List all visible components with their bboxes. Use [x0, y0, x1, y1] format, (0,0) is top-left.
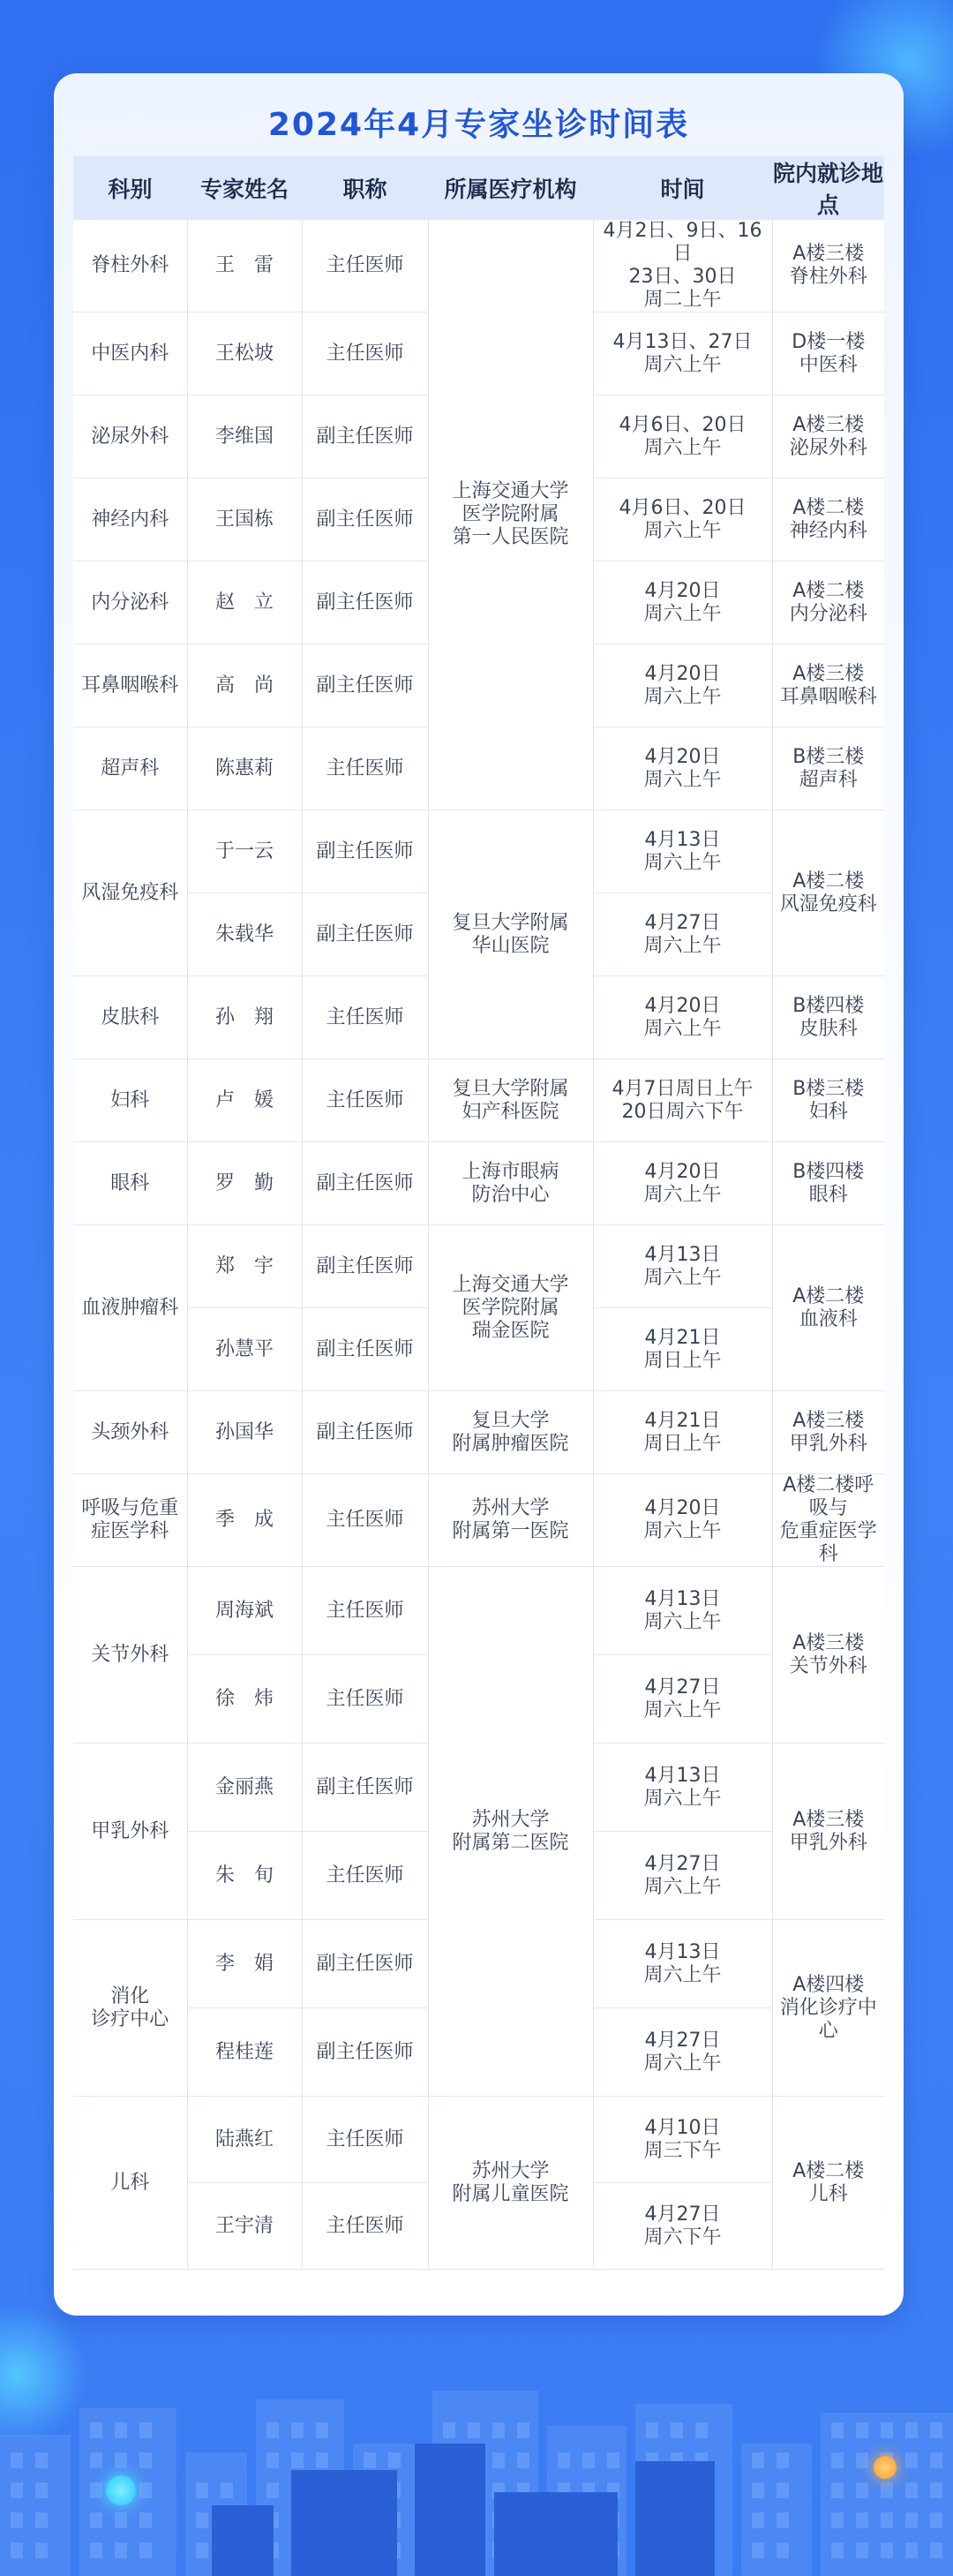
building-window [115, 2422, 127, 2438]
foreground-building [494, 2492, 618, 2576]
building-window [196, 2482, 208, 2498]
building-window [831, 2422, 844, 2438]
building-window [607, 2452, 619, 2468]
table-cell: 主任医师 [302, 313, 428, 395]
building-window [196, 2542, 208, 2558]
table-cell: 主任医师 [302, 727, 428, 810]
table-cell: 中医内科 [73, 313, 187, 395]
building-window [646, 2422, 658, 2438]
building-window [316, 2452, 328, 2468]
table-cell: 卢 媛 [187, 1059, 302, 1142]
table-cell: 复旦大学 附属肿瘤医院 [428, 1391, 593, 1474]
table-cell: D楼一楼 中医科 [772, 313, 884, 395]
table-cell: A楼三楼 泌尿外科 [772, 395, 884, 478]
header-title: 职称 [302, 156, 428, 220]
page-title: 2024年4月专家坐诊时间表 [267, 107, 690, 143]
table-cell: 4月27日 周六上午 [593, 1655, 772, 1744]
building-window [930, 2482, 942, 2498]
table-cell: 4月21日 周日上午 [593, 1391, 772, 1474]
building-window [35, 2482, 48, 2498]
table-cell: 孙慧平 [187, 1308, 302, 1391]
table-cell: 主任医师 [302, 1832, 428, 1920]
table-cell: 风湿免疫科 [73, 810, 187, 976]
building-window [752, 2482, 764, 2498]
building-window [139, 2482, 152, 2498]
table-cell: 罗 勤 [187, 1142, 302, 1225]
table-cell: A楼二楼呼吸与 危重症医学科 [772, 1474, 884, 1567]
table-cell: A楼三楼 耳鼻咽喉科 [772, 644, 884, 727]
building-window [196, 2512, 208, 2528]
building-window [905, 2482, 918, 2498]
table-cell: 副主任医师 [302, 1142, 428, 1225]
building-window [930, 2512, 942, 2528]
table-row [73, 2097, 884, 2183]
table-cell: 赵 立 [187, 561, 302, 644]
table-cell: 主任医师 [302, 2183, 428, 2270]
building-window [221, 2482, 233, 2498]
table-cell: 副主任医师 [302, 1391, 428, 1474]
building-window [881, 2512, 893, 2528]
building-window [856, 2422, 868, 2438]
table-cell: 郑 宇 [187, 1225, 302, 1308]
table-cell: 皮肤科 [73, 976, 187, 1059]
table-cell: B楼四楼 眼科 [772, 1142, 884, 1225]
table-cell: 李维国 [187, 395, 302, 478]
table-cell: 4月27日 周六上午 [593, 893, 772, 976]
table-cell: A楼三楼 脊柱外科 [772, 220, 884, 313]
building-window [139, 2542, 152, 2558]
table-cell: 4月20日 周六上午 [593, 976, 772, 1059]
building-window [35, 2452, 48, 2468]
foreground-tower [415, 2444, 485, 2576]
table-row [73, 1059, 884, 1142]
building-window [905, 2452, 918, 2468]
table-row [73, 220, 884, 313]
table-cell: 4月20日 周六上午 [593, 727, 772, 810]
building-window [90, 2512, 102, 2528]
table-row [73, 810, 884, 893]
building-window [582, 2452, 595, 2468]
table-cell: 陈惠莉 [187, 727, 302, 810]
building-window [856, 2542, 868, 2558]
table-cell: 周海斌 [187, 1567, 302, 1655]
building-window [831, 2482, 844, 2498]
building-window [266, 2452, 279, 2468]
building-window [905, 2512, 918, 2528]
table-cell: 副主任医师 [302, 395, 428, 478]
building-window [517, 2422, 529, 2438]
table-cell: 苏州大学 附属第二医院 [428, 1567, 593, 2097]
header-location: 院内就诊地点 [772, 156, 884, 220]
table-cell: A楼三楼 关节外科 [772, 1567, 884, 1744]
foreground-building [212, 2505, 274, 2576]
building-window [856, 2452, 868, 2468]
table-cell: 陆燕红 [187, 2097, 302, 2183]
table-cell: 主任医师 [302, 2097, 428, 2183]
table-cell: 副主任医师 [302, 478, 428, 561]
building-window [388, 2452, 401, 2468]
building-window [115, 2542, 127, 2558]
table-cell: 朱 旬 [187, 1832, 302, 1920]
building-window [443, 2422, 455, 2438]
table-cell: A楼二楼 神经内科 [772, 478, 884, 561]
building-window [11, 2542, 23, 2558]
table-cell: 4月13日 周六上午 [593, 1920, 772, 2008]
table-cell: 副主任医师 [302, 1744, 428, 1832]
table-row [73, 1142, 884, 1225]
foreground-building [635, 2461, 715, 2576]
table-cell: 消化 诊疗中心 [73, 1920, 187, 2097]
building-window [930, 2422, 942, 2438]
city-skyline-illustration [0, 2375, 953, 2576]
table-cell: 4月13日、27日 周六上午 [593, 313, 772, 395]
table-cell: 神经内科 [73, 478, 187, 561]
table-cell: 4月13日 周六上午 [593, 1744, 772, 1832]
table-cell: 孙 翔 [187, 976, 302, 1059]
table-cell: A楼三楼 甲乳外科 [772, 1744, 884, 1920]
table-cell: 程桂莲 [187, 2008, 302, 2097]
table-cell: 主任医师 [302, 976, 428, 1059]
table-cell: 季 成 [187, 1474, 302, 1567]
table-cell: 高 尚 [187, 644, 302, 727]
table-row [73, 1225, 884, 1308]
table-cell: 头颈外科 [73, 1391, 187, 1474]
table-cell: 4月6日、20日 周六上午 [593, 478, 772, 561]
table-cell: 妇科 [73, 1059, 187, 1142]
table-cell: 上海交通大学 医学院附属 瑞金医院 [428, 1225, 593, 1391]
table-cell: 血液肿瘤科 [73, 1225, 187, 1391]
table-cell: 副主任医师 [302, 1920, 428, 2008]
table-cell: B楼三楼 妇科 [772, 1059, 884, 1142]
table-cell: 儿科 [73, 2097, 187, 2270]
building-window [291, 2452, 304, 2468]
building-window [881, 2482, 893, 2498]
table-cell: 副主任医师 [302, 2008, 428, 2097]
table-cell: 上海交通大学 医学院附属 第一人民医院 [428, 220, 593, 810]
table-row [73, 1567, 884, 1655]
building-window [752, 2512, 764, 2528]
table-cell: 复旦大学附属 华山医院 [428, 810, 593, 1059]
table-cell: 4月20日 周六上午 [593, 561, 772, 644]
table-cell: 4月13日 周六上午 [593, 810, 772, 893]
table-cell: 4月13日 周六上午 [593, 1225, 772, 1308]
building-window [517, 2452, 529, 2468]
table-cell: 副主任医师 [302, 1225, 428, 1308]
building-window [90, 2482, 102, 2498]
table-cell: 孙国华 [187, 1391, 302, 1474]
table-cell: 副主任医师 [302, 893, 428, 976]
schedule-table [73, 156, 884, 2270]
table-cell: 主任医师 [302, 1474, 428, 1567]
building-window [11, 2452, 23, 2468]
table-cell: A楼三楼 甲乳外科 [772, 1391, 884, 1474]
building-window [930, 2542, 942, 2558]
table-cell: 4月27日 周六下午 [593, 2183, 772, 2270]
table-cell: 4月27日 周六上午 [593, 2008, 772, 2097]
table-cell: 4月7日周日上午 20日周六下午 [593, 1059, 772, 1142]
building-window [90, 2542, 102, 2558]
building-window [468, 2422, 480, 2438]
table-cell: B楼四楼 皮肤科 [772, 976, 884, 1059]
table-cell: 王国栋 [187, 478, 302, 561]
table-cell: 金丽燕 [187, 1744, 302, 1832]
header-institution: 所属医疗机构 [428, 156, 593, 220]
building-window [139, 2422, 152, 2438]
building-window [558, 2452, 570, 2468]
table-cell: A楼二楼 儿科 [772, 2097, 884, 2270]
building-window [777, 2452, 789, 2468]
table-cell: 副主任医师 [302, 810, 428, 893]
table-cell: 眼科 [73, 1142, 187, 1225]
table-cell: B楼三楼 超声科 [772, 727, 884, 810]
building-window [11, 2482, 23, 2498]
table-cell: 关节外科 [73, 1567, 187, 1744]
table-cell: 副主任医师 [302, 644, 428, 727]
building-window [35, 2512, 48, 2528]
building-window [777, 2512, 789, 2528]
building-window [90, 2452, 102, 2468]
table-body [73, 220, 884, 2270]
building-window [881, 2422, 893, 2438]
table-cell: 4月6日、20日 周六上午 [593, 395, 772, 478]
building-window [831, 2512, 844, 2528]
table-cell: 4月2日、9日、16日 23日、30日 周二上午 [593, 220, 772, 313]
building-window [492, 2422, 505, 2438]
building-window [364, 2452, 376, 2468]
table-cell: 苏州大学 附属儿童医院 [428, 2097, 593, 2270]
header-time: 时间 [593, 156, 772, 220]
table-cell: A楼二楼 内分泌科 [772, 561, 884, 644]
header-expert-name: 专家姓名 [187, 156, 302, 220]
table-cell: 脊柱外科 [73, 220, 187, 313]
table-cell: 主任医师 [302, 1655, 428, 1744]
table-cell: 副主任医师 [302, 1308, 428, 1391]
table-cell: 朱载华 [187, 893, 302, 976]
table-cell: 呼吸与危重 症医学科 [73, 1474, 187, 1567]
building-window [671, 2422, 683, 2438]
building-window [11, 2512, 23, 2528]
building-window [881, 2542, 893, 2558]
building-window [291, 2422, 304, 2438]
table-cell: 4月10日 周三下午 [593, 2097, 772, 2183]
building-window [695, 2422, 708, 2438]
building-window [856, 2482, 868, 2498]
table-cell: A楼四楼 消化诊疗中心 [772, 1920, 884, 2097]
building-window [752, 2452, 764, 2468]
table-row [73, 1391, 884, 1474]
foreground-building [291, 2470, 397, 2576]
building-window [90, 2422, 102, 2438]
table-cell: 李 娟 [187, 1920, 302, 2008]
table-cell: 4月21日 周日上午 [593, 1308, 772, 1391]
building-window [905, 2542, 918, 2558]
table-cell: 4月13日 周六上午 [593, 1567, 772, 1655]
building-window [856, 2512, 868, 2528]
table-cell: 上海市眼病 防治中心 [428, 1142, 593, 1225]
schedule-card [54, 73, 904, 2316]
table-cell: A楼二楼 血液科 [772, 1225, 884, 1391]
table-cell: 耳鼻咽喉科 [73, 644, 187, 727]
building-window [777, 2482, 789, 2498]
table-cell: 泌尿外科 [73, 395, 187, 478]
table-header-row [73, 156, 884, 220]
building-window [316, 2422, 328, 2438]
table-cell: 王宇清 [187, 2183, 302, 2270]
table-cell: A楼二楼 风湿免疫科 [772, 810, 884, 976]
header-department: 科别 [73, 156, 187, 220]
table-cell: 甲乳外科 [73, 1744, 187, 1920]
building-window [266, 2482, 279, 2498]
building-window [139, 2512, 152, 2528]
table-cell: 王 雷 [187, 220, 302, 313]
building-window [777, 2542, 789, 2558]
table-cell: 于一云 [187, 810, 302, 893]
table-cell: 4月20日 周六上午 [593, 1142, 772, 1225]
table-cell: 4月27日 周六上午 [593, 1832, 772, 1920]
table-cell: 徐 炜 [187, 1655, 302, 1744]
table-cell: 内分泌科 [73, 561, 187, 644]
table-cell: 主任医师 [302, 1567, 428, 1655]
table-cell: 复旦大学附属 妇产科医院 [428, 1059, 593, 1142]
table-cell: 王松坡 [187, 313, 302, 395]
building-window [930, 2452, 942, 2468]
table-row [73, 1474, 884, 1567]
table-cell: 主任医师 [302, 1059, 428, 1142]
building-window [266, 2422, 279, 2438]
building-window [115, 2512, 127, 2528]
table-cell: 副主任医师 [302, 561, 428, 644]
decor-orb [106, 2475, 136, 2505]
building-window [492, 2452, 505, 2468]
building-window [139, 2452, 152, 2468]
table-cell: 苏州大学 附属第一医院 [428, 1474, 593, 1567]
building-window [831, 2452, 844, 2468]
table-cell: 主任医师 [302, 220, 428, 313]
building-window [35, 2542, 48, 2558]
table-cell: 4月20日 周六上午 [593, 1474, 772, 1567]
table-cell: 4月20日 周六上午 [593, 644, 772, 727]
building-window [905, 2422, 918, 2438]
building-window [115, 2452, 127, 2468]
building-window [831, 2542, 844, 2558]
table-cell: 超声科 [73, 727, 187, 810]
decor-orb [874, 2456, 897, 2479]
building-window [752, 2542, 764, 2558]
